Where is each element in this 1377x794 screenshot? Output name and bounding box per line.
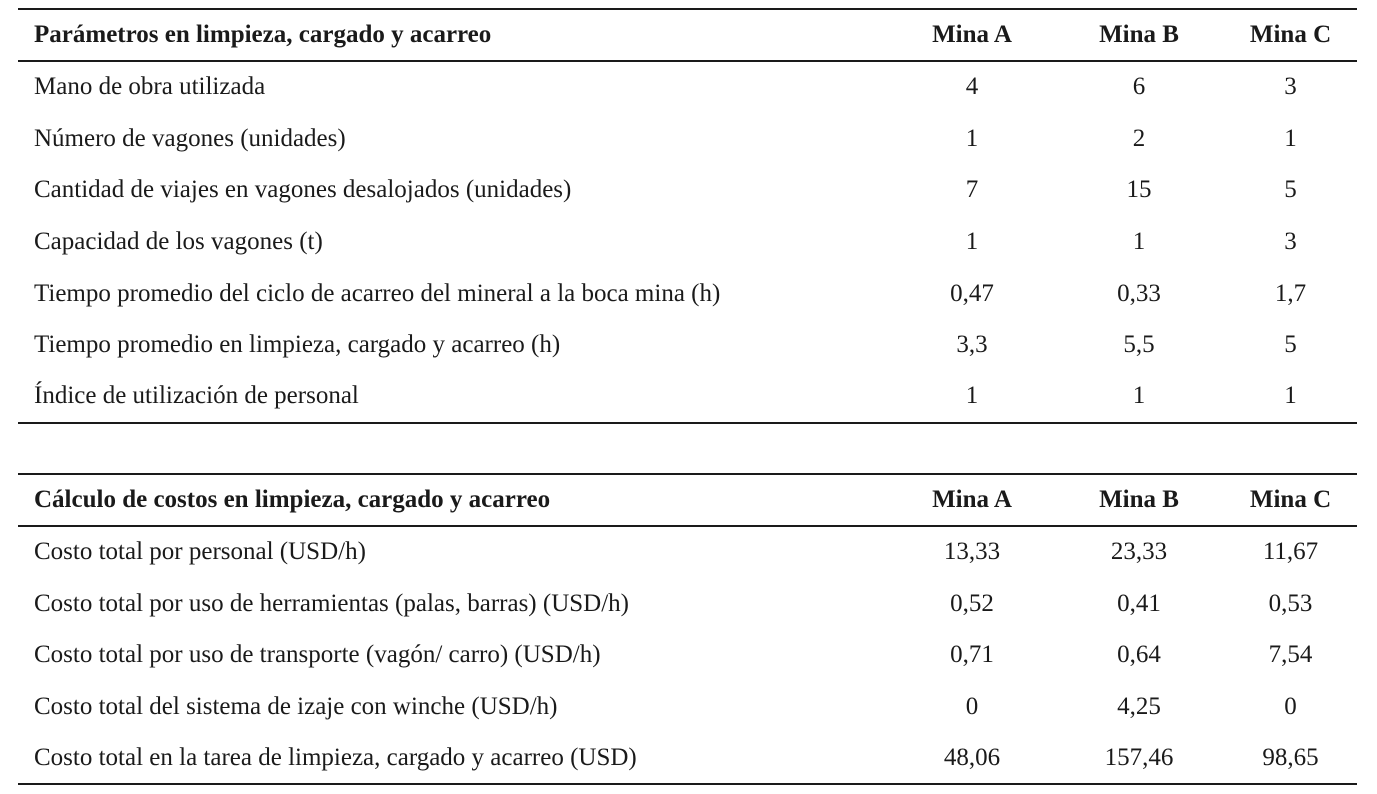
row-label: Mano de obra utilizada <box>34 73 266 101</box>
cell-mina-b: 5,5 <box>1123 331 1155 359</box>
cell-mina-a: 0,52 <box>950 589 994 617</box>
row-label: Número de vagones (unidades) <box>34 124 346 152</box>
cell-mina-b: 0,33 <box>1117 279 1161 307</box>
row-label: Costo total en la tarea de limpieza, cargado y acarreo (USD) <box>18 733 890 785</box>
header-mina-c: Mina C <box>1224 474 1357 526</box>
row-label: Costo total del sistema de izaje con winche (USD/h) <box>34 692 558 720</box>
cell-mina-b: 2 <box>1132 124 1146 152</box>
table-row <box>18 681 1357 733</box>
parameters-table <box>18 8 1357 424</box>
cell-mina-b: 23,33 <box>1110 538 1168 566</box>
cell-mina-b: 0,41 <box>1117 589 1161 617</box>
cell-mina-b: 1 <box>1132 227 1146 255</box>
table-row <box>18 371 1357 423</box>
header-mina-c: Mina C <box>1224 9 1357 61</box>
cell-mina-a: 48,06 <box>890 733 1054 785</box>
row-label: Capacidad de los vagones (t) <box>34 227 323 255</box>
cell-mina-c: 1 <box>1224 371 1357 423</box>
cell-mina-c: 5 <box>1284 176 1297 204</box>
cell-mina-a: 3,3 <box>956 331 988 359</box>
table-row <box>18 578 1357 630</box>
header-cost-calculation: Cálculo de costos en limpieza, cargado y acarreo <box>18 474 890 526</box>
table-row <box>18 733 1357 785</box>
cell-mina-c: 3 <box>1284 227 1297 255</box>
cell-mina-a: 1 <box>965 227 979 255</box>
table-header-row <box>18 474 1357 526</box>
cell-mina-a: 1 <box>890 371 1054 423</box>
table-row <box>18 61 1357 113</box>
cell-mina-b: 1 <box>1054 371 1224 423</box>
cell-mina-a: 0,71 <box>950 641 994 669</box>
table-row <box>18 268 1357 320</box>
header-mina-a: Mina A <box>890 474 1054 526</box>
cell-mina-b: 4,25 <box>1117 692 1161 720</box>
row-label: Costo total por uso de transporte (vagón/ carro) (USD/h) <box>34 641 601 669</box>
cell-mina-c: 7,54 <box>1268 641 1313 669</box>
row-label: Índice de utilización de personal <box>18 371 890 423</box>
table-row <box>18 526 1357 578</box>
cell-mina-c: 3 <box>1284 73 1297 101</box>
cell-mina-a: 4 <box>965 73 979 101</box>
cell-mina-b: 15 <box>1126 176 1152 204</box>
row-label: Costo total por uso de herramientas (palas, barras) (USD/h) <box>34 589 629 617</box>
table-header-row <box>18 9 1357 61</box>
cell-mina-c: 0 <box>1284 692 1297 720</box>
cell-mina-c: 11,67 <box>1262 538 1319 566</box>
table-row <box>18 629 1357 681</box>
header-mina-b: Mina B <box>1054 9 1224 61</box>
cell-mina-c: 5 <box>1284 331 1297 359</box>
cell-mina-c: 1,7 <box>1274 279 1307 307</box>
cell-mina-b: 6 <box>1132 73 1146 101</box>
cell-mina-c: 0,53 <box>1268 589 1313 617</box>
cell-mina-b: 0,64 <box>1117 641 1161 669</box>
cell-mina-a: 1 <box>965 124 979 152</box>
row-label: Tiempo promedio en limpieza, cargado y acarreo (h) <box>34 331 561 359</box>
table-row <box>18 319 1357 371</box>
header-mina-a: Mina A <box>890 9 1054 61</box>
cell-mina-b: 157,46 <box>1054 733 1224 785</box>
cell-mina-a: 7 <box>965 176 979 204</box>
cell-mina-a: 0,47 <box>950 279 994 307</box>
table-row <box>18 164 1357 216</box>
cell-mina-a: 0 <box>965 692 979 720</box>
costs-table <box>18 473 1357 785</box>
cell-mina-c: 1 <box>1284 124 1297 152</box>
table-row <box>18 113 1357 165</box>
header-mina-b: Mina B <box>1054 474 1224 526</box>
cell-mina-c: 98,65 <box>1224 733 1357 785</box>
row-label: Tiempo promedio del ciclo de acarreo del mineral a la boca mina (h) <box>34 279 721 307</box>
cell-mina-a: 13,33 <box>943 538 1001 566</box>
row-label: Cantidad de viajes en vagones desalojados (unidades) <box>34 176 572 204</box>
header-parameters: Parámetros en limpieza, cargado y acarreo <box>18 9 890 61</box>
row-label: Costo total por personal (USD/h) <box>34 538 366 566</box>
table-row <box>18 216 1357 268</box>
